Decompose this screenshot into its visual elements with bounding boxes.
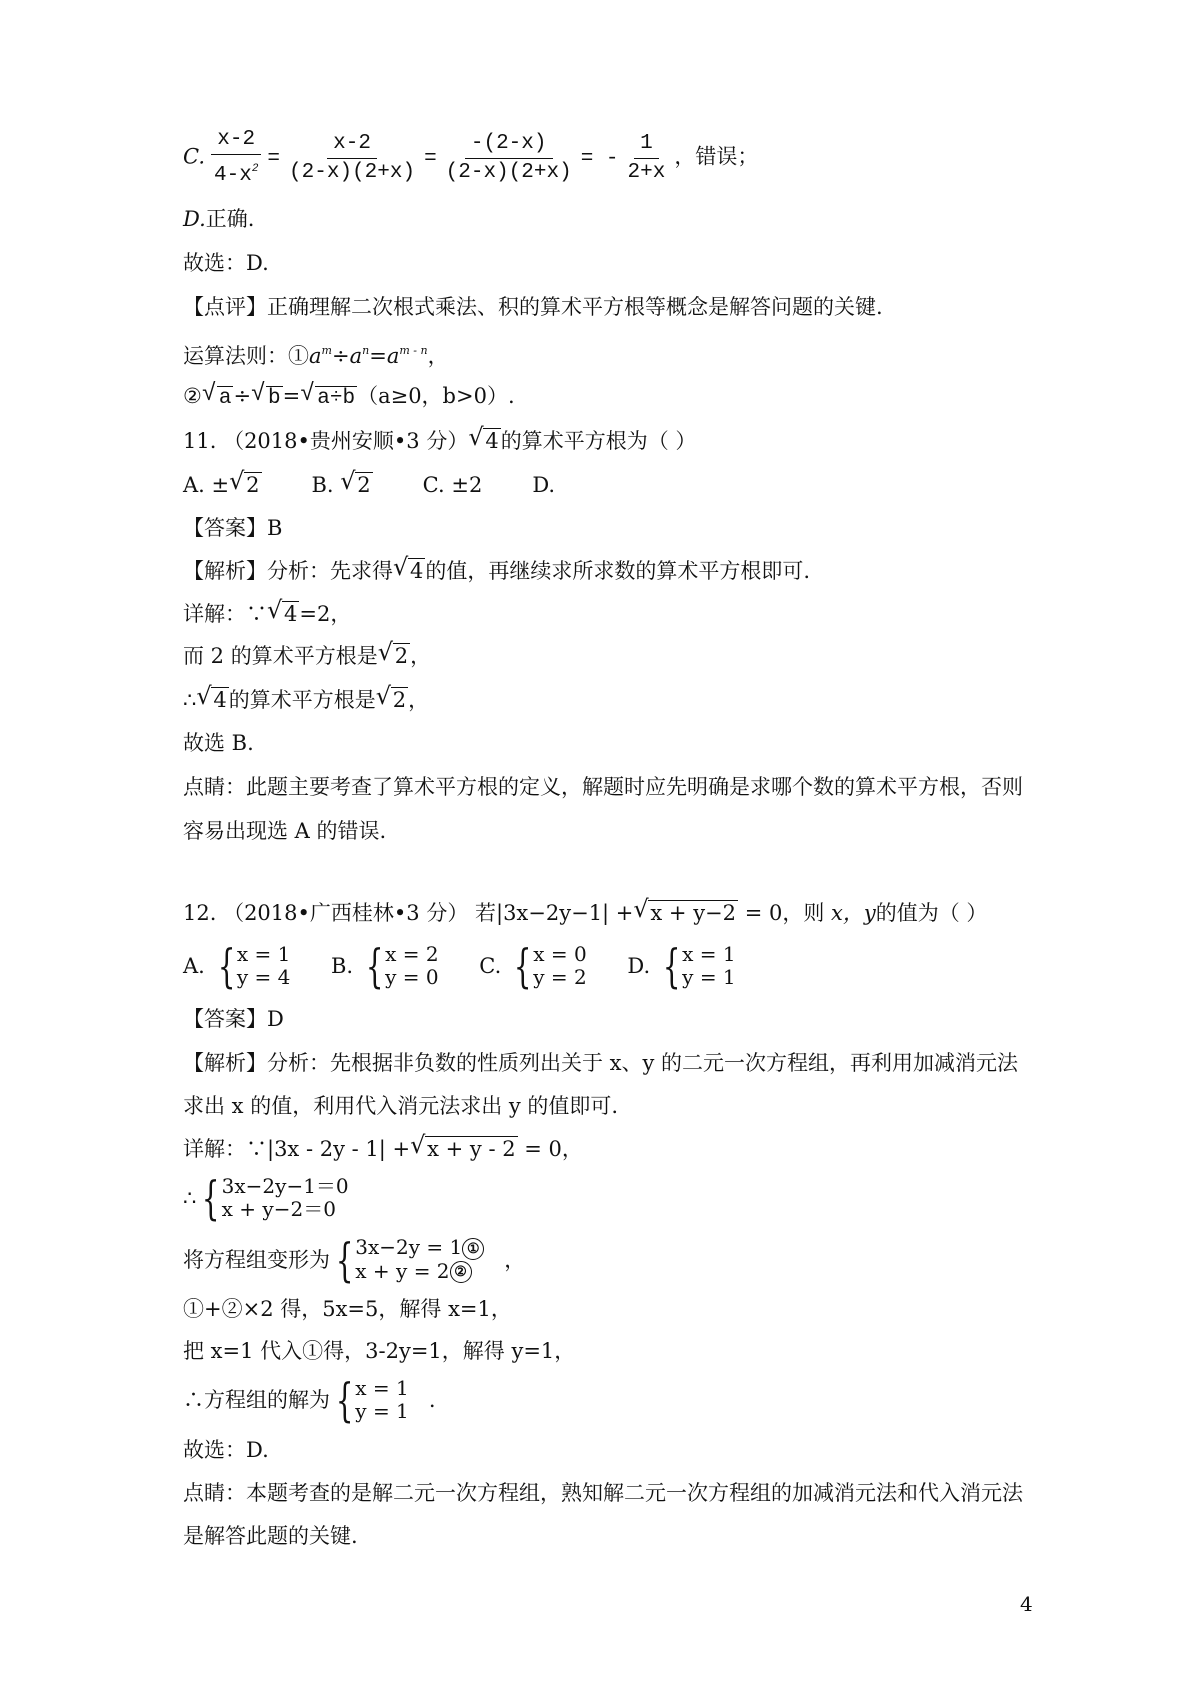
q12-stem: 12. （2018•广西桂林•3 分） 若|3x−2y−1| + √ x + y−2 = 0，则 x，y的值为（ ） [183, 895, 988, 925]
solution-option-c: C. $\frac{x-2}{4-x^2}$ = $\frac{x-2}{(2-x)(2+x)}$ = $\frac{-(2-x)}{(2-x)(2+x)}$ = - $\frac{1}{2+x}$ ，错误； [183, 128, 759, 187]
q11-choose: 故选 B. [183, 731, 254, 755]
q12-detail: 详解：∵|3x - 2y - 1| + √ x + y - 2 = 0， [183, 1131, 583, 1161]
option-d: D. { x = 1 y = 1 [627, 938, 736, 993]
q11-detail: 详解：∵ √ 4=2， [183, 596, 352, 626]
q12-analysis-2: 求出 x 的值，利用代入消元法求出 y 的值即可. [183, 1094, 619, 1118]
q11-answer: 【答案】B [183, 516, 283, 540]
solution-option-d: D.正确. [183, 207, 255, 231]
fraction-3: $\frac{-(2-x)}{(2-x)(2+x)}$ [445, 131, 572, 184]
q11-note-2: 容易出现选 A 的错误. [183, 819, 387, 843]
choose-line: 故选：D. [183, 251, 269, 275]
q12-answer: 【答案】D [183, 1007, 284, 1031]
q12-options [183, 938, 736, 993]
q11-analysis: 【解析】分析：先求得 √ 4的值，再继续求所求数的算术平方根即可. [183, 553, 811, 583]
q11-stem: 11. （2018•贵州安顺•3 分） √ 4的算术平方根为（ ） [183, 426, 696, 456]
option-label: C. [183, 144, 205, 169]
q11-detail-2: 而 2 的算术平方根是 √ 2， [183, 638, 432, 668]
rule-line-2: ② √ a÷ √ b= √ a÷b（a≥0，b>0）. [183, 381, 515, 414]
q12-note-2: 是解答此题的关键. [183, 1524, 358, 1548]
fraction-1: $\frac{x-2}{4-x^2}$ [208, 128, 264, 188]
q12-step-2: 把 x=1 代入①得，3-2y=1，解得 y=1， [183, 1339, 576, 1363]
option-b: B. { x = 2 y = 0 [331, 938, 439, 993]
rule-line-1: 运算法则：$①a^m\div a^n=a^{m - n}$， [183, 344, 449, 368]
option-a: A. { x = 1 y = 4 [183, 938, 291, 993]
fraction-2: $\frac{x-2}{(2-x)(2+x)}$ [289, 131, 416, 184]
q12-system-2: 将方程组变形为 { 3x−2y = 1 ① x + y = 2 ② ， [183, 1232, 526, 1287]
q12-solution: ∴方程组的解为 { x = 1 y = 1 . [183, 1372, 436, 1427]
q11-options: A. ± √ 2 B. √ 2 C. ±2 D. [183, 467, 556, 497]
comment-line: 【点评】正确理解二次根式乘法、积的算术平方根等概念是解答问题的关键. [183, 295, 883, 319]
q12-analysis-1: 【解析】分析：先根据非负数的性质列出关于 x、y 的二元一次方程组，再利用加减消元法 [183, 1051, 1019, 1075]
sqrt-4: √ 4 [468, 423, 499, 453]
q11-note-1: 点睛：此题主要考查了算术平方根的定义，解题时应先明确是求哪个数的算术平方根，否则 [183, 775, 1023, 799]
q11-detail-3: ∴ √ 4的算术平方根是 √ 2， [183, 682, 430, 712]
sqrt-a-div-b: √ a÷b [300, 381, 356, 410]
sqrt-b: √ b [251, 381, 281, 410]
q12-system-1: ∴ { 3x−2y−1＝0 x + y−2＝0 [183, 1170, 349, 1225]
fraction-4: $\frac{1}{2+x}$ [627, 131, 666, 184]
sqrt-a: √ a [201, 381, 232, 410]
q12-choose: 故选：D. [183, 1438, 269, 1462]
page-number: 4 [1020, 1592, 1033, 1616]
option-c: C. { x = 0 y = 2 [479, 938, 587, 993]
q12-note-1: 点睛：本题考查的是解二元一次方程组，熟知解二元一次方程组的加减消元法和代入消元法 [183, 1481, 1023, 1505]
q12-step-1: ①+②×2 得，5x=5，解得 x=1， [183, 1297, 512, 1321]
